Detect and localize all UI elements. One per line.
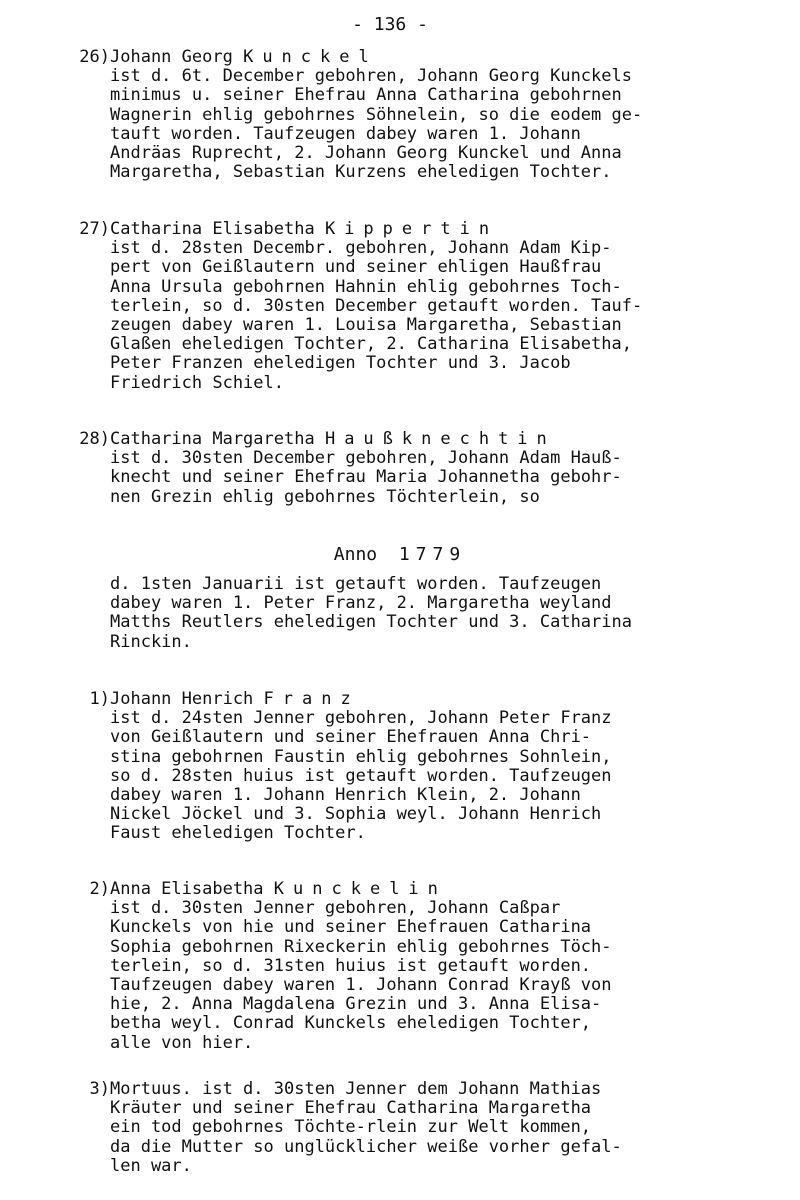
text-line: Friedrich Schiel.	[110, 372, 284, 393]
entry-text	[110, 899, 780, 1053]
entry-text	[110, 239, 780, 393]
text-line: ist d. 28sten Decembr. gebohren, Johann Adam Kip-	[110, 238, 612, 259]
text-line: Faust eheledigen Tochter.	[110, 823, 366, 844]
text-line: pert von Geißlautern und seiner ehligen Haußfrau	[110, 257, 602, 278]
text-line: Kräuter und seiner Ehefrau Catharina Margaretha	[110, 1098, 592, 1119]
text-line: Margaretha, Sebastian Kurzens eheledigen Tochter.	[110, 162, 612, 183]
entry-text	[110, 575, 780, 652]
baptism-entry-2	[60, 880, 780, 1053]
text-line: stina gebohrnen Faustin ehlig gebohrnes Sohnlein,	[110, 746, 612, 767]
entry-number: 2)	[89, 879, 110, 899]
text-line: Taufzeugen dabey waren 1. Johann Conrad Krayß von	[110, 975, 612, 996]
text-line: ist d. 6t. December gebohren, Johann Georg Kunckels	[110, 66, 632, 87]
baptism-entry-3	[60, 1080, 780, 1176]
text-line: Glaßen eheledigen Tochter, 2. Catharina Elisabetha,	[110, 334, 632, 355]
given-name: Johann Henrich	[110, 689, 254, 709]
text-line: dabey waren 1. Peter Franz, 2. Margaretha weyland	[110, 593, 612, 614]
text-line: Kunckels von hie und seiner Ehefrauen Catharina	[110, 917, 592, 938]
text-line: Sophia gebohrnen Rixeckerin ehlig gebohrnes Töch-	[110, 936, 612, 957]
text-line: d. 1sten Januarii ist getauft worden. Taufzeugen	[110, 574, 602, 594]
text-line: Anna Ursula gebohrnen Hahnin ehlig gebohrnes Toch-	[110, 276, 622, 297]
text-line: tauft worden. Taufzeugen dabey waren 1. Johann	[110, 123, 581, 144]
baptism-entry-28	[60, 430, 780, 507]
entry-name	[110, 880, 780, 899]
surname: Kunckel	[243, 47, 378, 67]
text-line: von Geißlautern und seiner Ehefrauen Anna Chri-	[110, 727, 592, 748]
text-line: so d. 28sten huius ist getauft worden. Taufzeugen	[110, 765, 612, 786]
text-line: betha weyl. Conrad Kunckels eheledigen Tochter,	[110, 1013, 592, 1034]
entry-number: 27)	[79, 219, 110, 239]
text-line: Peter Franzen eheledigen Tochter und 3. Jacob	[110, 353, 571, 374]
entry-name	[110, 690, 780, 709]
surname: Kunckelin	[273, 879, 447, 899]
entry-name	[110, 48, 780, 67]
text-line: Andräas Ruprecht, 2. Johann Georg Kunckel und Anna	[110, 143, 622, 164]
year-heading	[0, 544, 800, 565]
given-name: Catharina Margaretha	[110, 429, 315, 449]
surname: Kippertin	[324, 219, 499, 239]
entry-number: 3)	[89, 1079, 110, 1099]
anno-label: Anno	[333, 544, 378, 565]
text-line: dabey waren 1. Johann Henrich Klein, 2. Johann	[110, 785, 581, 806]
entry-text	[110, 67, 780, 182]
text-line: knecht und seiner Ehefrau Maria Johannetha gebohr-	[110, 467, 622, 488]
surname: Franz	[263, 689, 360, 709]
entry-text	[110, 1080, 780, 1176]
page-number: - 136 -	[352, 14, 428, 35]
text-line: Matths Reutlers eheledigen Tochter und 3. Catharina	[110, 612, 632, 633]
text-line: Rinckin.	[110, 631, 192, 652]
entry-name	[110, 220, 780, 239]
text-line: minimus u. seiner Ehefrau Anna Catharina gebohrnen	[110, 85, 622, 106]
text-line: da die Mutter so unglücklicher weiße vorher gefal-	[110, 1136, 622, 1157]
given-name: Anna Elisabetha	[110, 879, 264, 899]
entry-number: 1)	[89, 689, 110, 709]
text-line: Mortuus. ist d. 30sten Jenner dem Johann Mathias	[110, 1079, 602, 1099]
entry-text	[110, 449, 780, 507]
text-line: alle von hier.	[110, 1032, 254, 1053]
anno-year: 1779	[398, 544, 467, 565]
text-line: Wagnerin ehlig gebohrnes Söhnelein, so die eodem ge-	[110, 104, 643, 125]
entry-name	[110, 430, 780, 449]
surname: Haußknechtin	[324, 429, 556, 449]
text-line: ist d. 30sten Jenner gebohren, Johann Caßpar	[110, 898, 561, 919]
entry-number: 26)	[79, 47, 110, 67]
text-line: len war.	[110, 1155, 192, 1176]
given-name: Johann Georg	[110, 47, 233, 67]
baptism-entry-27	[60, 220, 780, 393]
entry-text	[110, 709, 780, 843]
text-line: ein tod gebohrnes Töchte-rlein zur Welt kommen,	[110, 1117, 592, 1138]
entry-28-continuation	[60, 575, 780, 652]
text-line: hie, 2. Anna Magdalena Grezin und 3. Anna Elisa-	[110, 994, 602, 1015]
text-line: ist d. 30sten December gebohren, Johann Adam Hauß-	[110, 448, 622, 469]
text-line: terlein, so d. 31sten huius ist getauft worden.	[110, 955, 592, 976]
entry-number: 28)	[79, 429, 110, 449]
baptism-entry-26	[60, 48, 780, 182]
given-name: Catharina Elisabetha	[110, 219, 315, 239]
text-line: Nickel Jöckel und 3. Sophia weyl. Johann Henrich	[110, 804, 602, 825]
text-line: terlein, so d. 30sten December getauft worden. Tauf-	[110, 295, 643, 316]
text-line: ist d. 24sten Jenner gebohren, Johann Peter Franz	[110, 708, 612, 729]
text-line: zeugen dabey waren 1. Louisa Margaretha, Sebastian	[110, 315, 622, 336]
text-line: nen Grezin ehlig gebohrnes Töchterlein, so	[110, 486, 540, 507]
baptism-entry-1	[60, 690, 780, 844]
